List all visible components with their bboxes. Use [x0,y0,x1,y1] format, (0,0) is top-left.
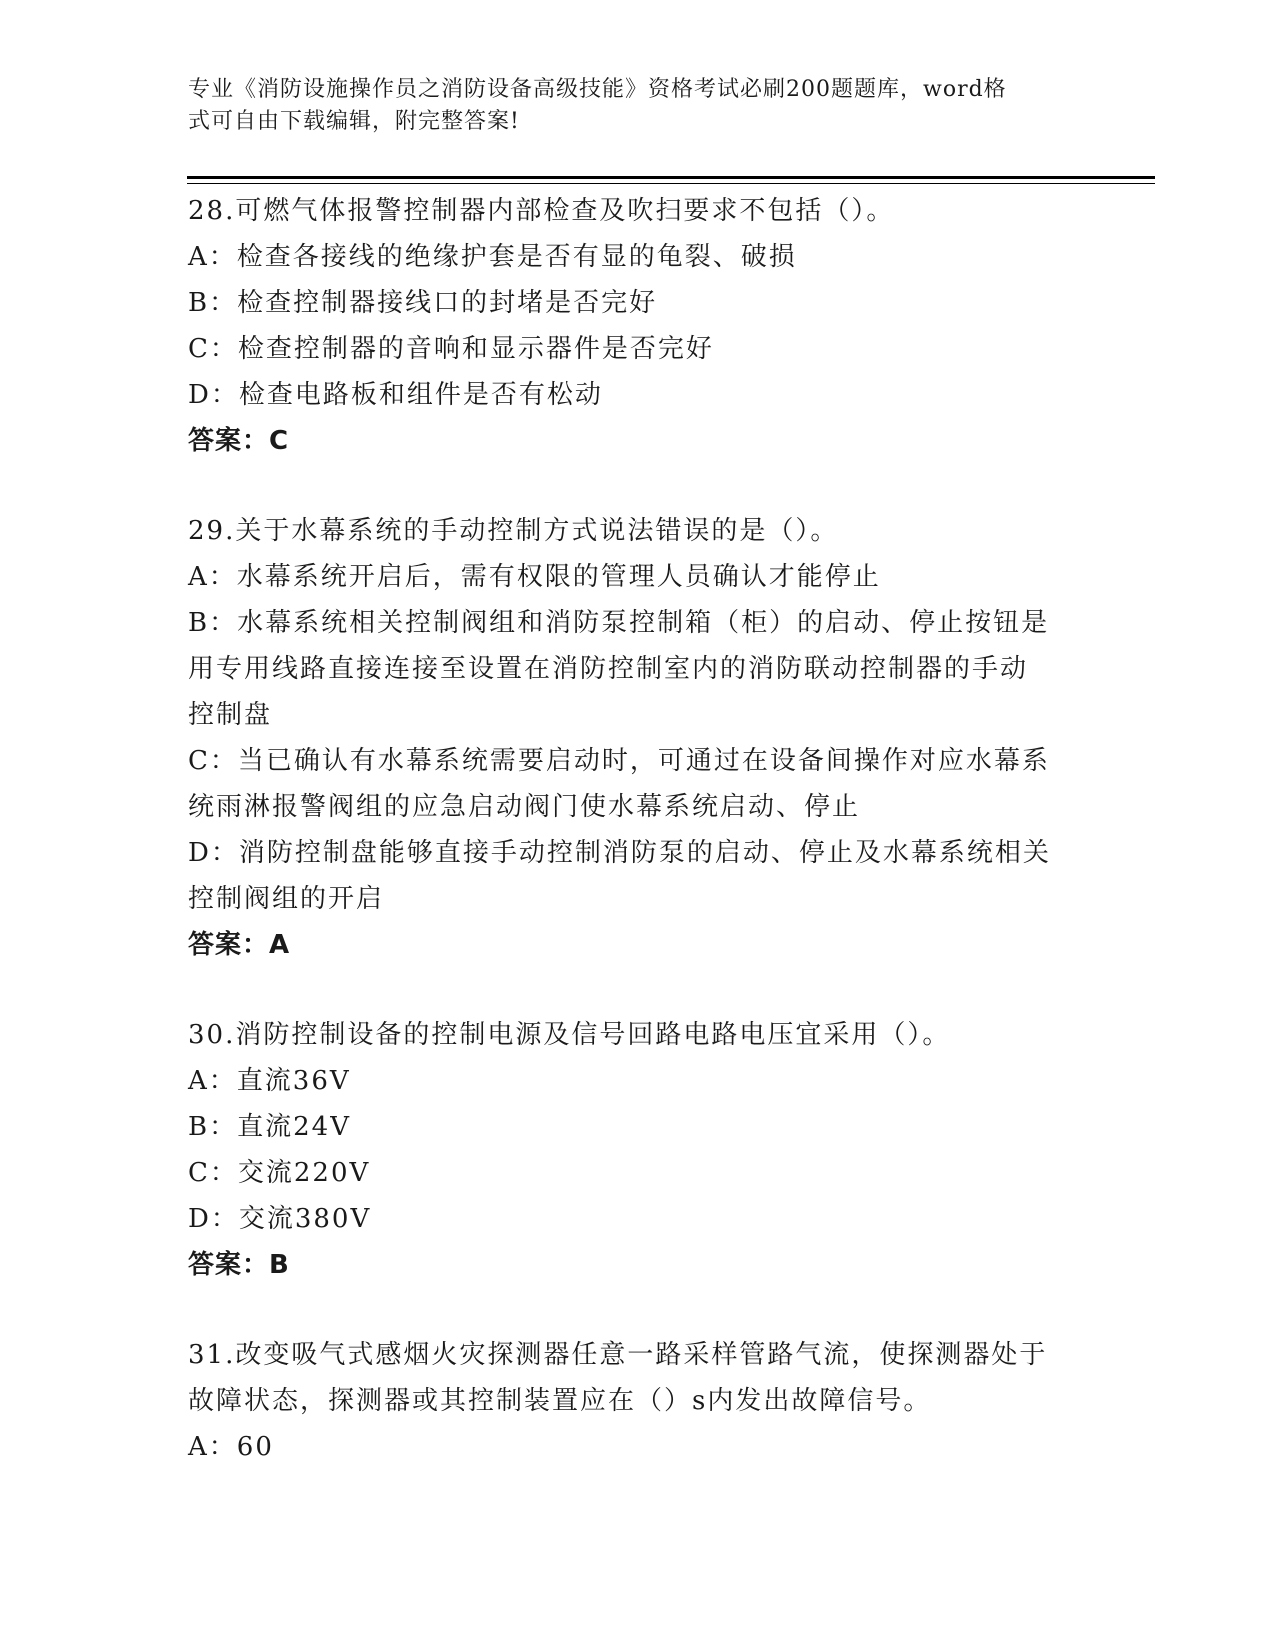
question-stem: 30.消防控制设备的控制电源及信号回路电路电压宜采用（）。 [188,1020,951,1050]
option-line: A：水幕系统开启后，需有权限的管理人员确认才能停止 [188,562,881,592]
question-stem: 31.改变吸气式感烟火灾探测器任意一路采样管路气流，使探测器处于 [188,1340,1048,1370]
document-header [188,74,1068,138]
option-line: C：检查控制器的音响和显示器件是否完好 [188,334,714,364]
question-spacer [188,968,1068,1012]
answer-line: 答案：A [188,930,291,960]
question-spacer [188,464,1068,508]
question-spacer [188,1288,1068,1332]
option-line: A：60 [188,1432,274,1462]
option-line: 用专用线路直接连接至设置在消防控制室内的消防联动控制器的手动 [188,654,1029,684]
option-line: D：检查电路板和组件是否有松动 [188,380,603,410]
option-line: 统雨淋报警阀组的应急启动阀门使水幕系统启动、停止 [188,792,861,822]
question-list [188,188,1068,1470]
option-line: 控制阀组的开启 [188,884,385,914]
answer-line: 答案：B [188,1250,290,1280]
option-line: B：水幕系统相关控制阀组和消防泵控制箱（柜）的启动、停止按钮是 [188,608,1050,638]
option-line: D：交流380V [188,1204,372,1234]
option-line: B：直流24V [188,1112,351,1142]
option-line: 控制盘 [188,700,273,730]
header-rule-thick [187,176,1155,179]
header-rule-thin [187,183,1155,184]
answer-line: 答案：C [188,426,290,456]
option-line: B：检查控制器接线口的封堵是否完好 [188,288,658,318]
option-line: D：消防控制盘能够直接手动控制消防泵的启动、停止及水幕系统相关 [188,838,1051,868]
header-line-1: 专业《消防设施操作员之消防设备高级技能》资格考试必刷200题题库，word格 [188,77,1007,102]
question-stem: 28.可燃气体报警控制器内部检查及吹扫要求不包括（）。 [188,196,895,226]
question-block [188,1012,1068,1288]
option-line: A：检查各接线的绝缘护套是否有显的龟裂、破损 [188,242,797,272]
question-block [188,508,1068,968]
option-line: C：当已确认有水幕系统需要启动时，可通过在设备间操作对应水幕系 [188,746,1050,776]
option-line: C：交流220V [188,1158,371,1188]
question-stem: 29.关于水幕系统的手动控制方式说法错误的是（）。 [188,516,839,546]
header-line-2: 式可自由下载编辑，附完整答案! [188,109,520,134]
question-stem: 故障状态，探测器或其控制装置应在（）s内发出故障信号。 [188,1386,932,1416]
question-block [188,1332,1068,1470]
question-block [188,188,1068,464]
option-line: A：直流36V [188,1066,351,1096]
